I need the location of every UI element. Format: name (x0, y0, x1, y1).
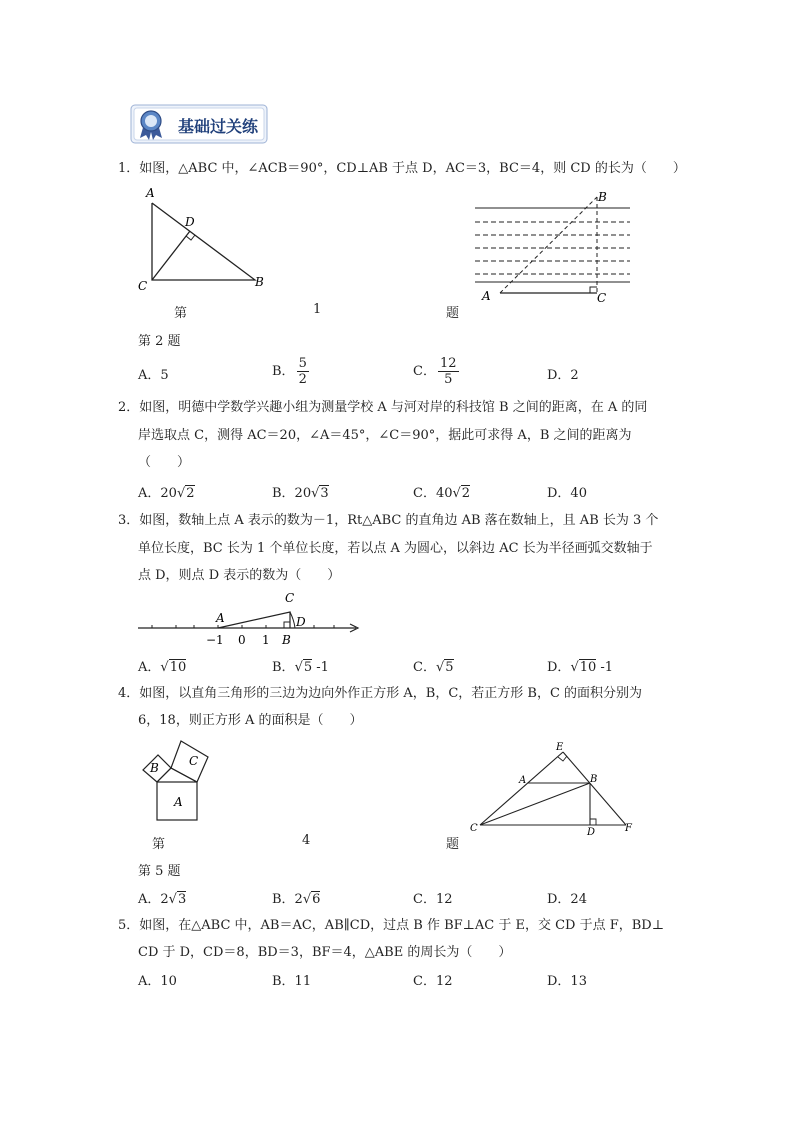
question-1-text: 1．如图，△ABC 中，∠ACB＝90°，CD⊥AB 于点 D，AC＝3，BC＝4，则 CD 的长为（ ） (118, 161, 686, 176)
fig2-label-c: C (597, 291, 607, 305)
q5-option-d: D．13 (547, 974, 587, 989)
q1-option-a: A．5 (138, 368, 169, 383)
q3-option-c: C．√5 (413, 660, 454, 675)
figure-q1-triangle (135, 183, 275, 293)
q2-option-c: C．40√2 (413, 486, 471, 501)
q2-option-d: D．40 (547, 486, 587, 501)
section-header (128, 102, 270, 146)
fig4-label-a: A (174, 795, 183, 809)
q4-option-b: B．2√6 (272, 892, 321, 907)
fig3-tick-0: 0 (238, 633, 246, 647)
figure-q4-squares (134, 735, 224, 825)
q5-option-a: A．10 (138, 974, 177, 989)
fig1-label-a: A (146, 186, 155, 200)
q4-option-d: D．24 (547, 892, 587, 907)
q5-option-b: B．11 (272, 974, 312, 989)
fig1-label-b: B (255, 275, 264, 289)
q2-option-a: A．20√2 (138, 486, 195, 501)
caption-q1-c: 题 (446, 306, 460, 321)
header-title: 基础过关练 (178, 117, 259, 136)
fig4-label-c: C (189, 754, 199, 768)
fig5-label-d: D (587, 827, 596, 838)
question-2-line1: 2．如图，明德中学数学兴趣小组为测量学校 A 与河对岸的科技馆 B 之间的距离，在 A 的同 (118, 400, 648, 415)
q3-option-b: B．√5 -1 (272, 660, 329, 675)
fig1-label-c: C (138, 279, 148, 293)
fig4-label-b: B (150, 761, 159, 775)
q3-option-d: D．√10 -1 (547, 660, 614, 675)
q4-option-a: A．2√3 (138, 892, 187, 907)
question-3-line2: 单位长度，BC 长为 1 个单位长度，若以点 A 为圆心，以斜边 AC 长为半径画弧交数轴于 (138, 541, 653, 556)
fig5-label-e: E (556, 742, 564, 753)
fig3-label-a: A (216, 611, 225, 625)
question-4-line2: 6，18，则正方形 A 的面积是（ ） (138, 713, 363, 728)
fig2-label-a: A (482, 289, 491, 303)
q5-option-c: C．12 (413, 974, 453, 989)
q1-option-d: D．2 (547, 368, 579, 383)
fig3-tick-minus1: −1 (206, 633, 224, 647)
caption-q4-a: 第 (152, 837, 166, 852)
fig5-label-a: A (519, 775, 527, 786)
caption-q2: 第 2 题 (138, 334, 181, 349)
q2-option-b: B．20√3 (272, 486, 329, 501)
q3-option-a: A．√10 (138, 660, 187, 675)
figure-q3-number-line (134, 588, 366, 650)
q1-option-b: B． $\frac{5}{2}$ (272, 356, 307, 387)
fig3-tick-1: 1 (262, 633, 270, 647)
fig5-label-b: B (590, 774, 598, 785)
caption-q4-b: 4 (302, 833, 311, 848)
fig3-label-b: B (282, 633, 291, 647)
question-2-line2: 岸选取点 C，测得 AC＝20，∠A＝45°，∠C＝90°，据此可求得 A，B 之间的距离为 (138, 428, 632, 443)
question-4-line1: 4．如图，以直角三角形的三边为边向外作正方形 A，B，C，若正方形 B，C 的面积分别为 (118, 686, 643, 701)
fig5-label-f: F (625, 823, 632, 834)
q1-option-c: C． $\frac{12}{5}$ (413, 356, 457, 387)
question-3-line3: 点 D，则点 D 表示的数为（ ） (138, 568, 341, 583)
caption-q4-c: 题 (446, 837, 460, 852)
caption-q1-b: 1 (313, 302, 322, 317)
figure-q5-trapezoid (466, 740, 646, 840)
fig5-label-c: C (470, 823, 478, 834)
figure-q2-river (470, 185, 640, 305)
caption-q5: 第 5 题 (138, 864, 181, 879)
q4-option-c: C．12 (413, 892, 453, 907)
question-5-line1: 5．如图，在△ABC 中，AB＝AC，AB∥CD，过点 B 作 BF⊥AC 于 E，交 CD 于点 F，BD⊥ (118, 918, 664, 933)
question-5-line2: CD 于 D，CD＝8，BD＝3，BF＝4，△ABE 的周长为（ ） (138, 945, 512, 960)
fig3-label-d: D (296, 615, 306, 629)
caption-q1-a: 第 (174, 306, 188, 321)
fig2-label-b: B (598, 190, 607, 204)
fig1-label-d: D (185, 215, 195, 229)
fig3-label-c: C (285, 591, 295, 605)
question-3-line1: 3．如图，数轴上点 A 表示的数为－1，Rt△ABC 的直角边 AB 落在数轴上，且 AB 长为 3 个 (118, 513, 659, 528)
question-2-line3: （ ） (138, 455, 191, 470)
